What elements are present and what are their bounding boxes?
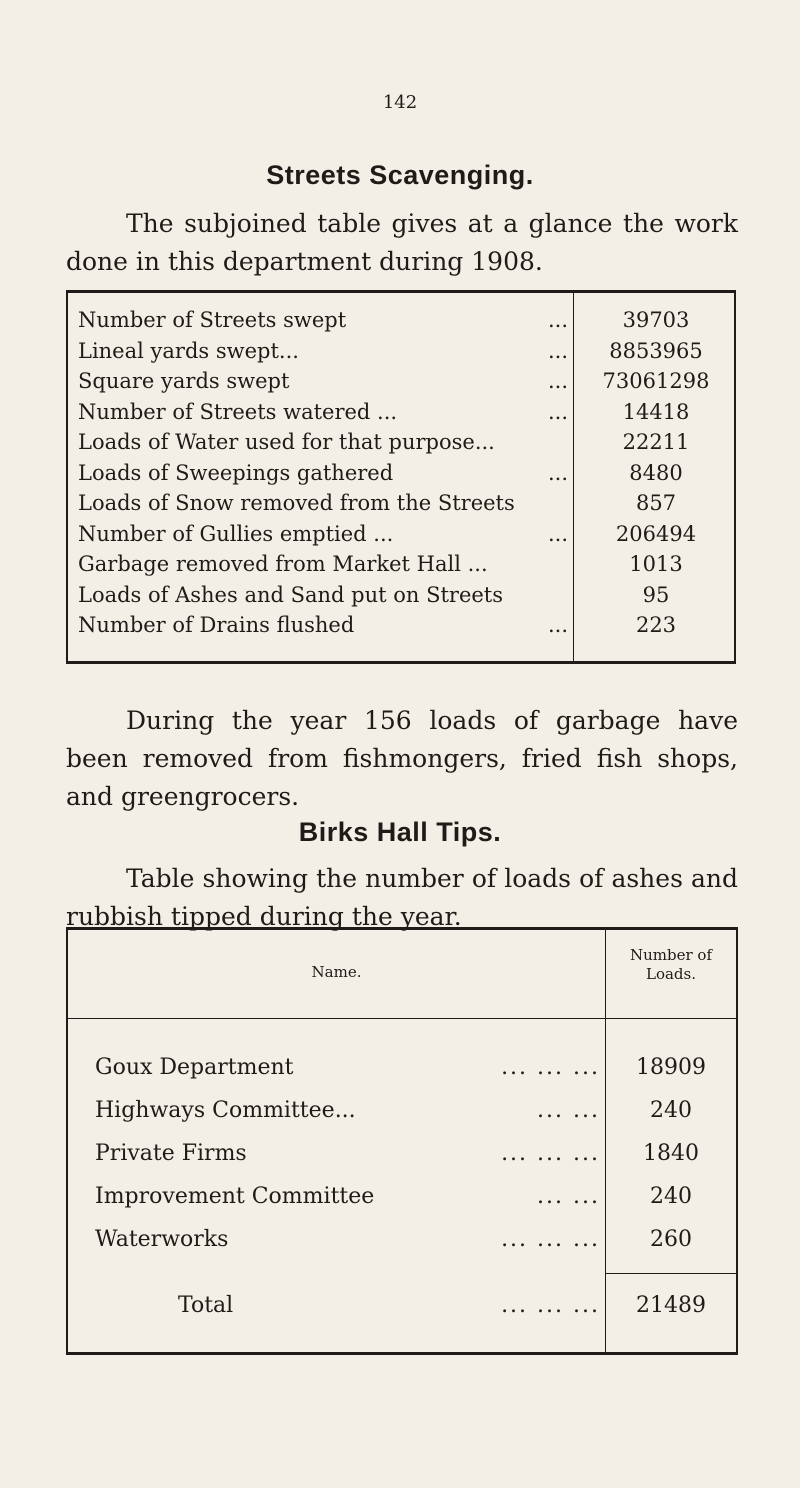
column-header-loads-line1: Number of [629,946,712,964]
row-label: Improvement Committee [95,1184,375,1209]
row-value: 22211 [622,430,690,454]
row-label: Loads of Snow removed from the Streets [78,491,515,515]
leader-dots: ... ... ... [501,1293,600,1318]
leader-dots: ... ... [537,1184,600,1209]
table-row [68,549,734,579]
leader-dots: ... [547,521,568,546]
leader-dots: ... ... [537,1098,600,1123]
row-label: Number of Streets swept [78,308,347,332]
row-label: Loads of Ashes and Sand put on Streets [78,582,504,607]
tips-intro-paragraph [66,860,738,936]
row-label: Number of Drains flushed [78,613,355,637]
table-row [68,519,734,549]
row-label: Loads of Sweepings gathered [78,460,394,485]
leader-dots: ... ... ... [501,1055,600,1080]
row-value: 1013 [629,552,683,576]
intro-paragraph [66,205,738,281]
table-row [68,305,734,335]
total-rule [605,1273,736,1274]
table-row [68,1093,736,1129]
total-label: Total [178,1293,234,1318]
table-row [68,427,734,457]
row-value: 14418 [622,399,690,424]
table-row [68,366,734,396]
row-value: 8480 [629,460,683,485]
row-value: 260 [650,1227,692,1252]
leader-dots: ... [547,613,568,637]
table-row [68,1136,736,1172]
row-label: Square yards swept [78,369,290,393]
leader-dots: ... ... ... [501,1227,600,1252]
table-row [68,397,734,427]
row-label: Waterworks [95,1227,229,1252]
intro-text: The subjoined table gives at a glance the work done in this department during 1908. [66,209,738,276]
row-value: 39703 [622,308,690,332]
table-row [68,580,734,610]
leader-dots: ... [547,399,568,424]
row-label: Lineal yards swept... [78,338,299,363]
leader-dots: ... ... ... [501,1141,600,1166]
column-header-loads-line2: Loads. [645,965,696,983]
row-label: Loads of Water used for that purpose... [78,430,495,454]
birks-hall-tips-table [66,927,738,1355]
garbage-note-paragraph [66,702,738,816]
row-value: 223 [635,613,677,637]
leader-dots: ... [547,338,568,363]
column-header-name: Name. [311,963,362,981]
row-value: 8853965 [609,338,703,363]
row-value: 240 [650,1184,692,1209]
row-label: Goux Department [95,1055,294,1080]
total-row [68,1288,736,1324]
section-heading-birks-hall-tips: Birks Hall Tips. [298,817,502,847]
header-rule [68,1018,736,1019]
row-value: 206494 [615,521,697,546]
leader-dots: ... [547,308,568,332]
table-row [68,1050,736,1086]
row-label: Highways Committee... [95,1098,356,1123]
leader-dots: ... [547,369,568,393]
table-row [68,458,734,488]
row-value: 18909 [636,1055,706,1080]
row-label: Number of Gullies emptied ... [78,521,394,546]
row-value: 1840 [643,1141,699,1166]
total-value: 21489 [636,1293,706,1318]
table-row [68,1222,736,1258]
streets-scavenging-table [66,290,736,664]
row-value: 95 [642,582,670,607]
row-value: 240 [650,1098,692,1123]
section-heading-streets-scavenging: Streets Scavenging. [266,160,534,190]
table-row [68,336,734,366]
garbage-note-text: During the year 156 loads of garbage have been removed from fishmongers, fried fish shops, and greengrocers. [66,706,738,811]
table-row [68,488,734,518]
tips-intro-text: Table showing the number of loads of ashes and rubbish tipped during the year. [66,864,738,931]
row-value: 857 [635,491,677,515]
row-label: Private Firms [95,1141,247,1166]
table-row [68,610,734,640]
row-label: Garbage removed from Market Hall ... [78,552,488,576]
table-row [68,1179,736,1215]
page-number: 142 [382,92,418,113]
leader-dots: ... [547,460,568,485]
row-label: Number of Streets watered ... [78,399,398,424]
row-value: 73061298 [602,369,710,393]
column-header-loads [606,946,736,984]
